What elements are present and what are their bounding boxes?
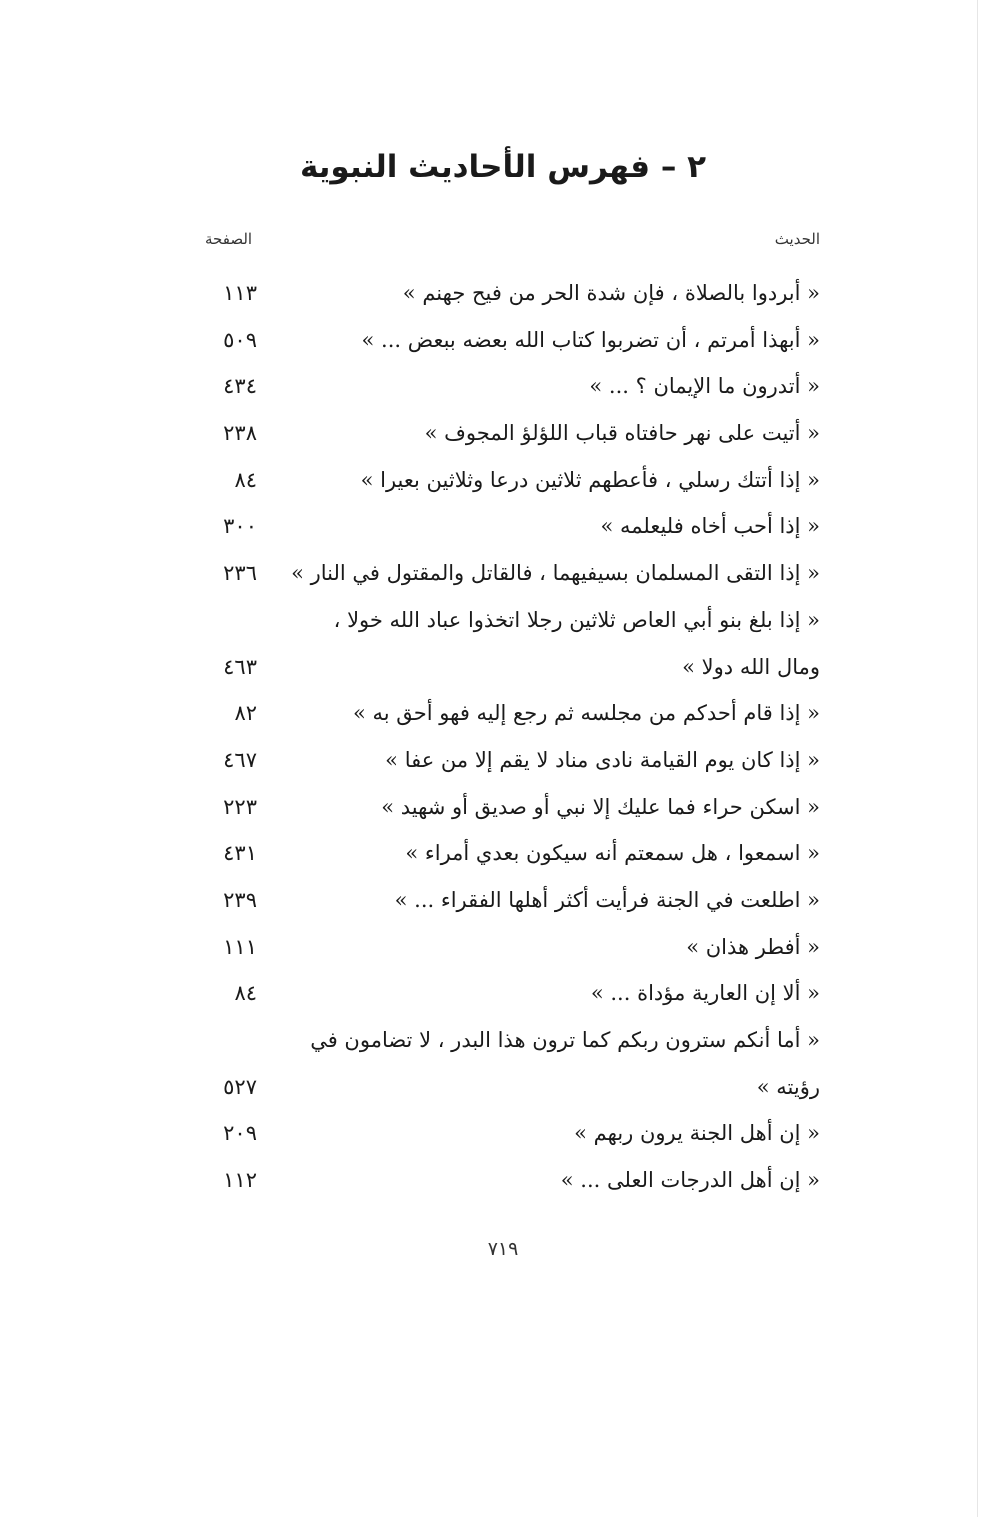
page-reference: ٥٢٧ [223, 1074, 257, 1099]
list-item [205, 877, 820, 924]
hadith-text: « اسمعوا ، هل سمعتم أنه سيكون بعدي أمراء » [405, 841, 820, 866]
list-item [205, 317, 820, 364]
column-header-row [205, 222, 820, 256]
page-reference: ٤٣١ [223, 841, 257, 866]
hadith-index-list [205, 270, 820, 1204]
hadith-text: « أتيت على نهر حافتاه قباب اللؤلؤ المجوف » [424, 421, 820, 446]
list-item [205, 690, 820, 737]
hadith-text: « إذا أحب أخاه فليعلمه » [600, 514, 820, 539]
page-title: ٢ – فهرس الأحاديث النبوية [299, 149, 707, 185]
hadith-text: « إذا أتتك رسلي ، فأعطهم ثلاثين درعا وثلاثين بعيرا » [360, 467, 820, 492]
hadith-text: « أما أنكم سترون ربكم كما ترون هذا البدر ، لا تضامون في [310, 1028, 820, 1052]
page-reference: ٢٣٦ [223, 561, 257, 586]
list-item [205, 457, 820, 504]
list-item [205, 503, 820, 550]
page-reference: ٣٠٠ [223, 514, 257, 539]
hadith-text: « إذا بلغ بنو أبي العاص ثلاثين رجلا اتخذوا عباد الله خولا ، [333, 607, 820, 632]
hadith-text: « إذا قام أحدكم من مجلسه ثم رجع إليه فهو أحق به » [352, 701, 820, 726]
list-item [205, 784, 820, 831]
hadith-column-header: الحديث [774, 230, 820, 248]
list-item [205, 550, 820, 597]
hadith-text: « أفطر هذان » [686, 934, 820, 959]
page-reference: ١١٢ [223, 1168, 257, 1193]
hadith-text: « إذا التقى المسلمان بسيفيهما ، فالقاتل والمقتول في النار » [291, 561, 820, 586]
list-item [205, 597, 820, 644]
hadith-text: رؤيته » [756, 1074, 820, 1099]
list-item [205, 270, 820, 317]
page-reference: ١١٣ [223, 281, 257, 305]
page-reference: ٢٠٩ [223, 1121, 257, 1146]
list-item [205, 410, 820, 457]
hadith-text: « أتدرون ما الإيمان ؟ ... » [589, 374, 820, 399]
hadith-text: « إن أهل الجنة يرون ربهم » [574, 1121, 820, 1146]
hadith-text: « إن أهل الدرجات العلى ... » [560, 1168, 820, 1193]
page-column-header: الصفحة [205, 230, 253, 248]
page-reference: ٤٦٧ [223, 747, 257, 772]
page-reference: ٥٠٩ [223, 327, 257, 352]
page-reference: ١١١ [223, 934, 257, 959]
hadith-text: « اطلعت في الجنة فرأيت أكثر أهلها الفقراء ... » [394, 887, 820, 912]
list-item [205, 737, 820, 784]
page-reference: ٢٣٨ [223, 421, 257, 446]
hadith-text: « ألا إن العارية مؤداة ... » [590, 981, 820, 1006]
page-reference: ٨٢ [234, 701, 257, 726]
page-reference: ٨٤ [234, 467, 257, 492]
page-reference: ٤٣٤ [223, 374, 257, 399]
hadith-text: « اسكن حراء فما عليك إلا نبي أو صديق أو شهيد » [381, 794, 820, 819]
hadith-text: « أبهذا أمرتم ، أن تضربوا كتاب الله بعضه ببعض ... » [361, 327, 820, 352]
page-edge-line [977, 0, 978, 1517]
list-item [205, 1157, 820, 1204]
page-reference: ٢٢٣ [223, 794, 257, 819]
list-item [205, 644, 820, 691]
list-item [205, 363, 820, 410]
list-item [205, 1064, 820, 1111]
list-item [205, 970, 820, 1017]
page-reference: ٤٦٣ [223, 654, 257, 679]
page-reference: ٢٣٩ [223, 887, 257, 912]
list-item [205, 924, 820, 971]
list-item [205, 830, 820, 877]
hadith-text: « إذا كان يوم القيامة نادى مناد لا يقم إلا من عفا » [385, 747, 820, 772]
list-item [205, 1017, 820, 1064]
list-item [205, 1110, 820, 1157]
hadith-text: ومال الله دولا » [682, 654, 820, 679]
hadith-text: « أبردوا بالصلاة ، فإن شدة الحر من فيح جهنم » [402, 281, 820, 305]
page-number: ٧١٩ [487, 1238, 519, 1260]
page-reference: ٨٤ [234, 981, 257, 1006]
